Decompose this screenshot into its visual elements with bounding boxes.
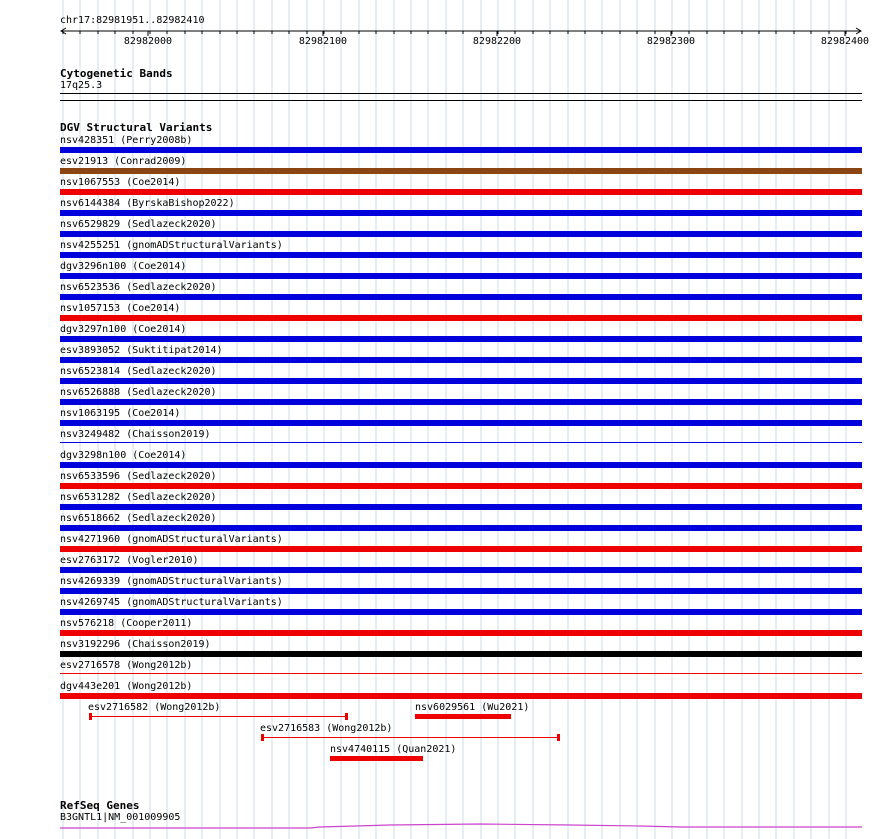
variant-label[interactable]: nsv4269339 (gnomADStructuralVariants): [60, 576, 283, 587]
partial-variant-end: [261, 734, 264, 741]
variant-label[interactable]: nsv4255251 (gnomADStructuralVariants): [60, 240, 283, 251]
variant-label[interactable]: dgv3296n100 (Coe2014): [60, 261, 187, 272]
variant-bar[interactable]: [60, 294, 862, 300]
ruler-tick-label: 82982300: [646, 36, 696, 47]
variant-label[interactable]: nsv6518662 (Sedlazeck2020): [60, 513, 217, 524]
variant-label[interactable]: nsv576218 (Cooper2011): [60, 618, 193, 629]
variant-bar[interactable]: [60, 147, 862, 153]
variant-bar[interactable]: [60, 378, 862, 384]
variant-label[interactable]: nsv6144384 (ByrskaBishop2022): [60, 198, 235, 209]
ruler-tick-label: 82982000: [123, 36, 173, 47]
cytoband-label: 17q25.3: [60, 80, 103, 91]
ruler-tick-label: 82982100: [298, 36, 348, 47]
partial-variant-line[interactable]: [89, 716, 347, 717]
variant-label[interactable]: esv3893052 (Suktitipat2014): [60, 345, 223, 356]
variant-bar[interactable]: [60, 168, 862, 174]
variant-bar[interactable]: [60, 504, 862, 510]
variant-bar[interactable]: [60, 273, 862, 279]
variant-label[interactable]: dgv3298n100 (Coe2014): [60, 450, 187, 461]
variant-label[interactable]: nsv428351 (Perry2008b): [60, 135, 193, 146]
variant-bar[interactable]: [60, 673, 862, 674]
partial-variant-label[interactable]: esv2716583 (Wong2012b): [260, 723, 393, 734]
variant-bar[interactable]: [60, 189, 862, 195]
partial-variant-label[interactable]: esv2716582 (Wong2012b): [88, 702, 221, 713]
partial-variant-label[interactable]: nsv6029561 (Wu2021): [415, 702, 530, 713]
partial-variant-label[interactable]: nsv4740115 (Quan2021): [330, 744, 457, 755]
cytoband-bar: [60, 93, 862, 94]
variant-label[interactable]: nsv6523814 (Sedlazeck2020): [60, 366, 217, 377]
variant-label[interactable]: dgv443e201 (Wong2012b): [60, 681, 193, 692]
variant-label[interactable]: nsv6526888 (Sedlazeck2020): [60, 387, 217, 398]
variant-label[interactable]: nsv3249482 (Chaisson2019): [60, 429, 211, 440]
variant-label[interactable]: nsv6531282 (Sedlazeck2020): [60, 492, 217, 503]
variant-label[interactable]: nsv6523536 (Sedlazeck2020): [60, 282, 217, 293]
variant-bar[interactable]: [60, 525, 862, 531]
variant-label[interactable]: nsv4271960 (gnomADStructuralVariants): [60, 534, 283, 545]
refseq-gene-feature[interactable]: [60, 822, 862, 830]
variant-label[interactable]: dgv3297n100 (Coe2014): [60, 324, 187, 335]
partial-variant-bar[interactable]: [330, 756, 423, 761]
location-label: chr17:82981951..82982410: [60, 15, 205, 26]
variant-bar[interactable]: [60, 315, 862, 321]
variant-bar[interactable]: [60, 462, 862, 468]
variant-bar[interactable]: [60, 357, 862, 363]
partial-variant-end: [89, 713, 92, 720]
ruler-tick-label: 82982400: [820, 36, 870, 47]
variant-label[interactable]: nsv4269745 (gnomADStructuralVariants): [60, 597, 283, 608]
variant-label[interactable]: nsv6529829 (Sedlazeck2020): [60, 219, 217, 230]
variant-bar[interactable]: [60, 609, 862, 615]
variant-label[interactable]: esv2763172 (Vogler2010): [60, 555, 199, 566]
refseq-track-title: RefSeq Genes: [60, 799, 140, 812]
variant-bar[interactable]: [60, 336, 862, 342]
ruler: [60, 25, 870, 50]
cytoband-track-title: Cytogenetic Bands: [60, 67, 173, 80]
variant-label[interactable]: esv21913 (Conrad2009): [60, 156, 187, 167]
variant-bar[interactable]: [60, 651, 862, 657]
track-divider: [60, 100, 862, 101]
variant-bar[interactable]: [60, 567, 862, 573]
variant-label[interactable]: nsv3192296 (Chaisson2019): [60, 639, 211, 650]
variant-bar[interactable]: [60, 546, 862, 552]
partial-variant-bar[interactable]: [415, 714, 511, 719]
ruler-axis: [60, 25, 870, 50]
variant-bar[interactable]: [60, 399, 862, 405]
variant-bar[interactable]: [60, 693, 862, 699]
variant-bar[interactable]: [60, 231, 862, 237]
variant-label[interactable]: nsv1063195 (Coe2014): [60, 408, 181, 419]
variant-bar[interactable]: [60, 442, 862, 443]
variant-label[interactable]: nsv1067553 (Coe2014): [60, 177, 181, 188]
variant-bar[interactable]: [60, 252, 862, 258]
partial-variant-end: [557, 734, 560, 741]
variant-label[interactable]: nsv1057153 (Coe2014): [60, 303, 181, 314]
variant-label[interactable]: esv2716578 (Wong2012b): [60, 660, 193, 671]
variant-label[interactable]: nsv6533596 (Sedlazeck2020): [60, 471, 217, 482]
refseq-gene-label[interactable]: B3GNTL1|NM_001009905: [60, 812, 181, 823]
variant-bar[interactable]: [60, 420, 862, 426]
variant-bar[interactable]: [60, 588, 862, 594]
partial-variant-end: [345, 713, 348, 720]
variant-bar[interactable]: [60, 483, 862, 489]
ruler-tick-label: 82982200: [472, 36, 522, 47]
partial-variant-line[interactable]: [261, 737, 559, 738]
variant-bar[interactable]: [60, 210, 862, 216]
dgv-track-title: DGV Structural Variants: [60, 121, 213, 134]
variant-bar[interactable]: [60, 630, 862, 636]
